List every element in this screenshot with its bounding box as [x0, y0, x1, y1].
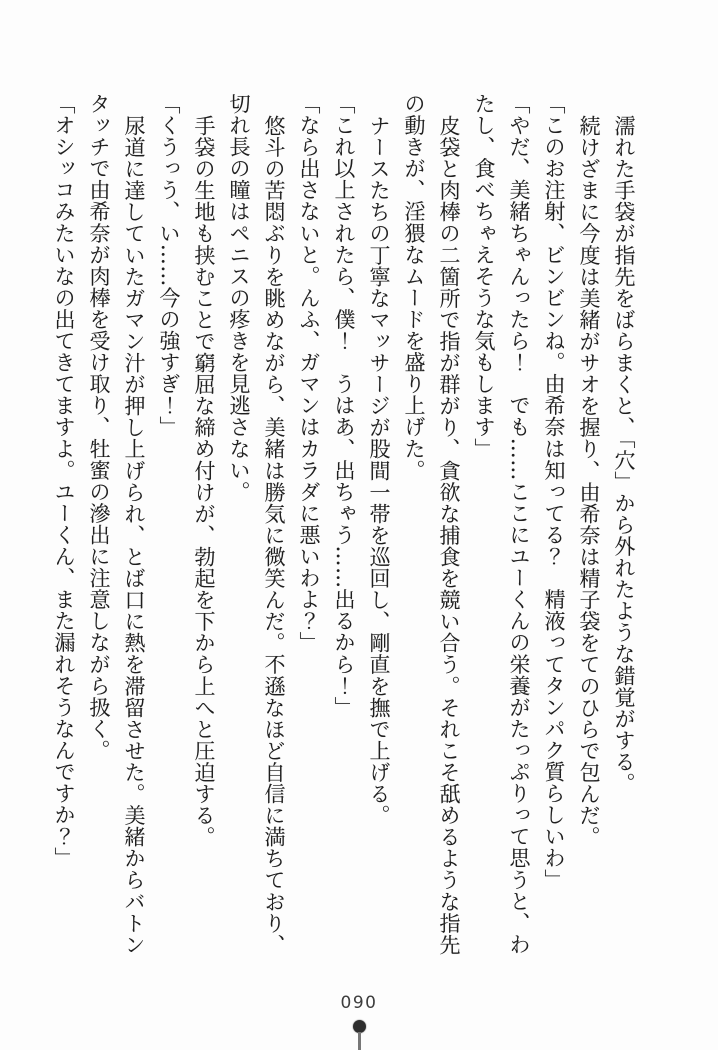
- paragraph: 皮袋と肉棒の二箇所で指が群がり、貪欲な捕食を競い合う。それこそ舐めるような指先の動きが、淫猥なムードを盛り上げた。: [402, 93, 461, 955]
- paragraph: 「やだ、美緒ちゃんったら！ でも……ここにユーくんの栄養がたっぷりって思うと、わたし、食べちゃえそうな気もします」: [472, 93, 531, 955]
- paragraph: 濡れた手袋が指先をばらまくと、「穴」から外れたような錯覚がする。: [612, 114, 636, 794]
- pin-marker: [352, 1020, 366, 1050]
- paragraph: 「くうっう、い……今の強すぎ！」: [157, 93, 181, 438]
- paragraph: ナースたちの丁寧なマッサージが股間一帯を巡回し、剛直を撫で上げる。: [367, 114, 391, 826]
- pin-stem-line: [358, 1032, 361, 1050]
- paragraph: 尿道に達していたガマン汁が押し上げられ、とば口に熱を滞留させた。美緒からバトンタッチで由希奈が肉棒を受け取り、牡蜜の滲出に注意しながら扱く。: [87, 93, 146, 955]
- paragraph: 「これ以上されたら、僕！ うはあ、出ちゃう……出るから！」: [332, 93, 356, 718]
- paragraph: 「なら出さないと。んふ、ガマンはカラダに悪いわよ？」: [297, 93, 321, 654]
- page-number: 090: [340, 993, 378, 1013]
- paragraph: 「オシッコみたいなの出てきてますよ。ユーくん、また漏れそうなんですか？」: [52, 93, 76, 869]
- paragraph: 「このお注射、ビンビンね。由希奈は知ってる？ 精液ってタンパク質らしいわ」: [542, 93, 566, 891]
- paragraph: 続けざまに今度は美緒がサオを握り、由希奈は精子袋をてのひらで包んだ。: [577, 114, 601, 848]
- paragraph: 手袋の生地も挟むことで窮屈な締め付けが、勃起を下から上へと圧迫する。: [192, 114, 216, 848]
- page-text: [45, 93, 641, 962]
- paragraph: 悠斗の苦悶ぶりを眺めながら、美緒は勝気に微笑んだ。不遜なほど自信に満ちており、切れ長の瞳はペニスの疼きを見逃さない。: [227, 93, 286, 955]
